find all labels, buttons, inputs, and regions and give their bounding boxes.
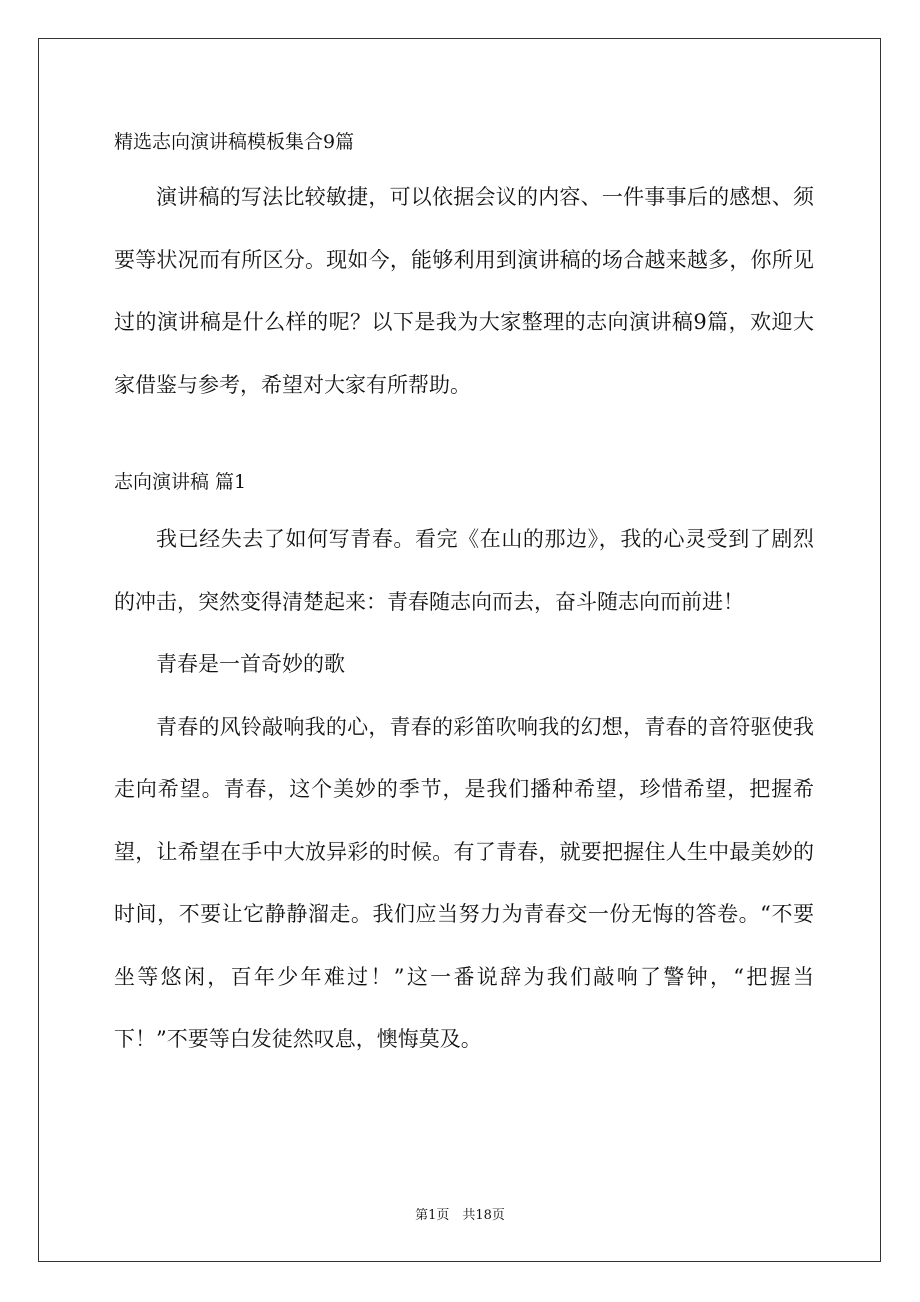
section-paragraph-1: 我已经失去了如何写青春。看完《在山的那边》，我的心灵受到了剧烈的冲击，突然变得清楚起来：青春随志向而去，奋斗随志向而前进！ (114, 527, 814, 614)
document-title: 精选志向演讲稿模板集合9篇 (114, 131, 355, 153)
intro-paragraph: 演讲稿的写法比较敏捷，可以依据会议的内容、一件事事后的感想、须要等状况而有所区分。现如今，能够利用到演讲稿的场合越来越多，你所见过的演讲稿是什么样的呢？以下是我为大家整理的志向演讲稿9篇，欢迎大家借鉴与参考，希望对大家有所帮助。 (114, 185, 814, 397)
sub-heading: 青春是一首奇妙的歌 (156, 652, 345, 676)
document-body (114, 124, 814, 1071)
section-paragraph-2: 青春的风铃敲响我的心，青春的彩笛吹响我的幻想，青春的音符驱使我走向希望。青春，这个美妙的季节，是我们播种希望，珍惜希望，把握希望，让希望在手中大放异彩的时候。有了青春，就要把握住人生中最美妙的时间，不要让它静静溜走。我们应当努力为青春交一份无悔的答卷。“不要坐等悠闲，百年少年难过！”这一番说辞为我们敲响了警钟，“把握当下！”不要等白发徒然叹息，懊悔莫及。 (114, 714, 814, 1051)
section-title: 志向演讲稿 篇1 (114, 471, 247, 493)
page-footer: 第1页 共18页 (415, 1208, 505, 1223)
